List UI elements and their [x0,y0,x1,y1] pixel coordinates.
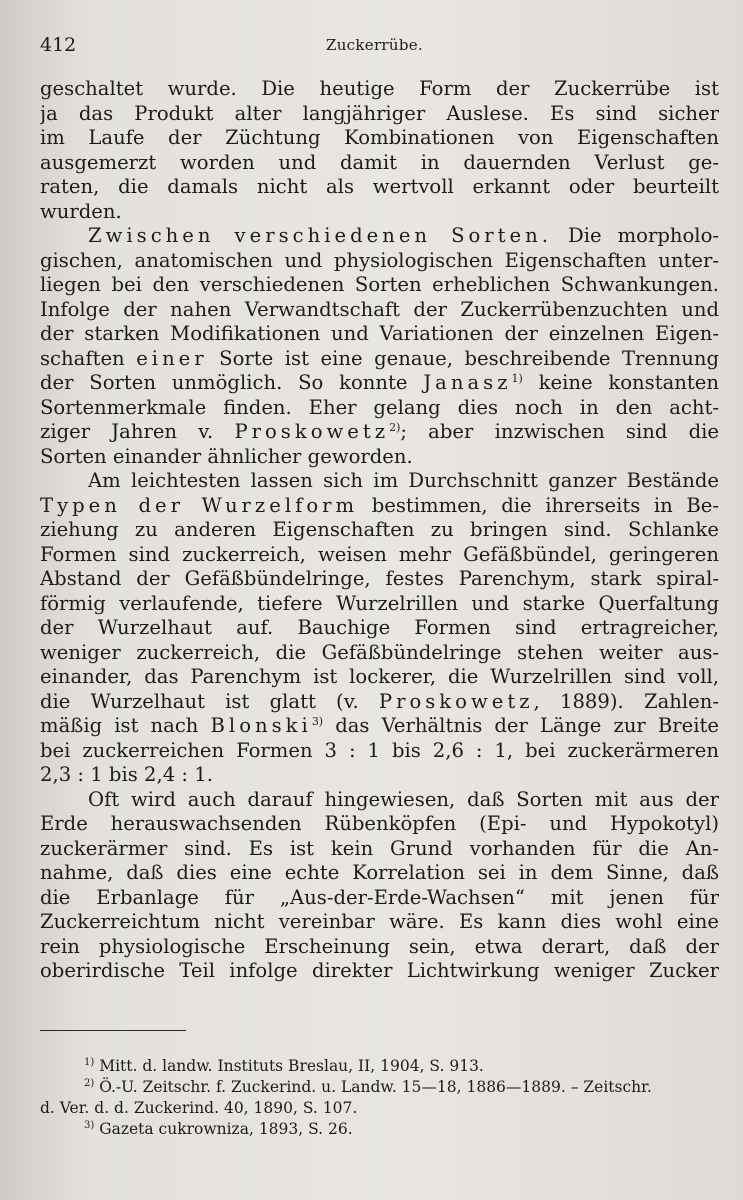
text-line: im Laufe der Züchtung Kombinationen von Eigenschaften [40,126,719,149]
text-line: Zuckerreichtum nicht vereinbar wäre. Es kann dies wohl eine [40,910,719,933]
footnote-mark: 1) [84,1057,95,1068]
text-line: der Sorten unmöglich. So konnte Janasz$^{1)}$ keine konstanten [40,371,719,394]
text-line: liegen bei den verschiedenen Sorten erheblichen Schwankungen. [40,273,719,296]
text-line: Typen der Wurzelform bestimmen, die ihrerseits in Be- [40,493,719,517]
footnote: $^{2)}$ Ö.-U. Zeitschr. f. Zuckerind. u. Landw. 15—18, 1886—1889. – Zeitschr. [84,1078,652,1096]
text-line: förmig verlaufende, tiefere Wurzelrillen und starke Querfaltung [40,591,719,615]
text-line: die Wurzelhaut ist glatt (v. Proskowetz, 1889). Zahlen- [40,689,719,713]
text-line: ja das Produkt alter langjähriger Auslese. Es sind sicher [40,101,719,125]
text-line: mäßig ist nach Blonski$^{3)}$ das Verhältnis der Länge zur Breite [40,714,719,737]
footnote-ref: 2) [389,421,401,434]
page-number: 412 [40,34,77,56]
footnote-ref: 1) [511,372,523,385]
footnote: $^{1)}$ Mitt. d. landw. Instituts Breslau, II, 1904, S. 913. [84,1057,484,1075]
section-heading: Zwischen verschiedenen Sorten. [88,224,552,247]
text-line: rein physiologische Erscheinung sein, etwa derart, daß der [40,934,719,958]
text-line: einander, das Parenchym ist lockerer, die Wurzelrillen sind voll, [40,665,719,688]
text-line: ziehung zu anderen Eigenschaften zu bringen sind. Schlanke [40,518,719,541]
text-line: nahme, daß dies eine echte Korrelation sei in dem Sinne, daß [40,861,719,884]
text-line: Abstand der Gefäßbündelringe, festes Parenchym, stark spiral- [40,567,719,590]
text-line: ziger Jahren v. Proskowetz$^{2)}$; aber inzwischen sind die [40,420,719,443]
footnote-mark: 2) [84,1078,95,1089]
text-line: 2,3 : 1 bis 2,4 : 1. [40,763,213,786]
text-line: zuckerärmer sind. Es ist kein Grund vorhanden für die An- [40,836,719,860]
footnote-continuation: d. Ver. d. d. Zuckerind. 40, 1890, S. 107. [40,1099,358,1117]
author-name: Proskowetz [234,420,390,443]
text-line: weniger zuckerreich, die Gefäßbündelringe stehen weiter aus- [40,640,719,664]
text-line: Am leichtesten lassen sich im Durchschnitt ganzer Bestände [88,469,719,492]
text-line: Sortenmerkmale finden. Eher gelang dies noch in den acht- [40,395,719,419]
text-line: der starken Modifikationen und Variationen der einzelnen Eigen- [40,322,719,345]
running-head: Zuckerrübe. [326,36,423,54]
text-line: Oft wird auch darauf hingewiesen, daß Sorten mit aus der [88,787,719,811]
text-line: oberirdische Teil infolge direkter Lichtwirkung weniger Zucker [40,959,719,982]
section-heading-line: Zwischen verschiedenen Sorten. Die morpholo- [88,224,719,247]
footnote-ref: 3) [311,715,324,728]
text-line: ausgemerzt worden und damit in dauernden Verlust ge- [40,150,719,174]
author-name: Proskowetz [378,689,534,713]
text-line: gischen, anatomischen und physiologischen Eigenschaften unter- [40,248,719,272]
text-line: bei zuckerreichen Formen 3 : 1 bis 2,6 : 1, bei zuckerärmeren [40,738,719,762]
text-line: geschaltet wurde. Die heutige Form der Zuckerrübe ist [40,77,719,100]
author-name: Blonski [210,714,312,737]
text-line: wurden. [40,199,122,223]
page-header [40,34,717,60]
footnotes [40,1056,719,1140]
text-line: die Erbanlage für „Aus-der-Erde-Wachsen“ mit jenen für [40,885,719,909]
footnote: $^{3)}$ Gazeta cukrowniza, 1893, S. 26. [84,1120,353,1138]
text-line: Sorten einander ähnlicher geworden. [40,444,413,468]
text-line: Infolge der nahen Verwandtschaft der Zuckerrübenzuchten und [40,297,719,321]
text-line: schaften einer Sorte ist eine genaue, beschreibende Trennung [40,346,719,370]
text-line: der Wurzelhaut auf. Bauchige Formen sind ertragreicher, [40,616,719,639]
footnote-mark: 3) [84,1120,95,1131]
body-text [40,77,719,984]
text-line: raten, die damals nicht als wertvoll erkannt oder beurteilt [40,175,719,198]
author-name: Janasz [423,371,512,394]
text-line: Formen sind zuckerreich, weisen mehr Gefäßbündel, geringeren [40,542,719,566]
text-line: Erde herauswachsenden Rübenköpfen (Epi- und Hypokotyl) [40,812,719,835]
emphasis-phrase: Typen der Wurzelform [40,493,359,517]
footnote-divider [40,1030,186,1031]
emphasis-word: einer [136,346,208,370]
